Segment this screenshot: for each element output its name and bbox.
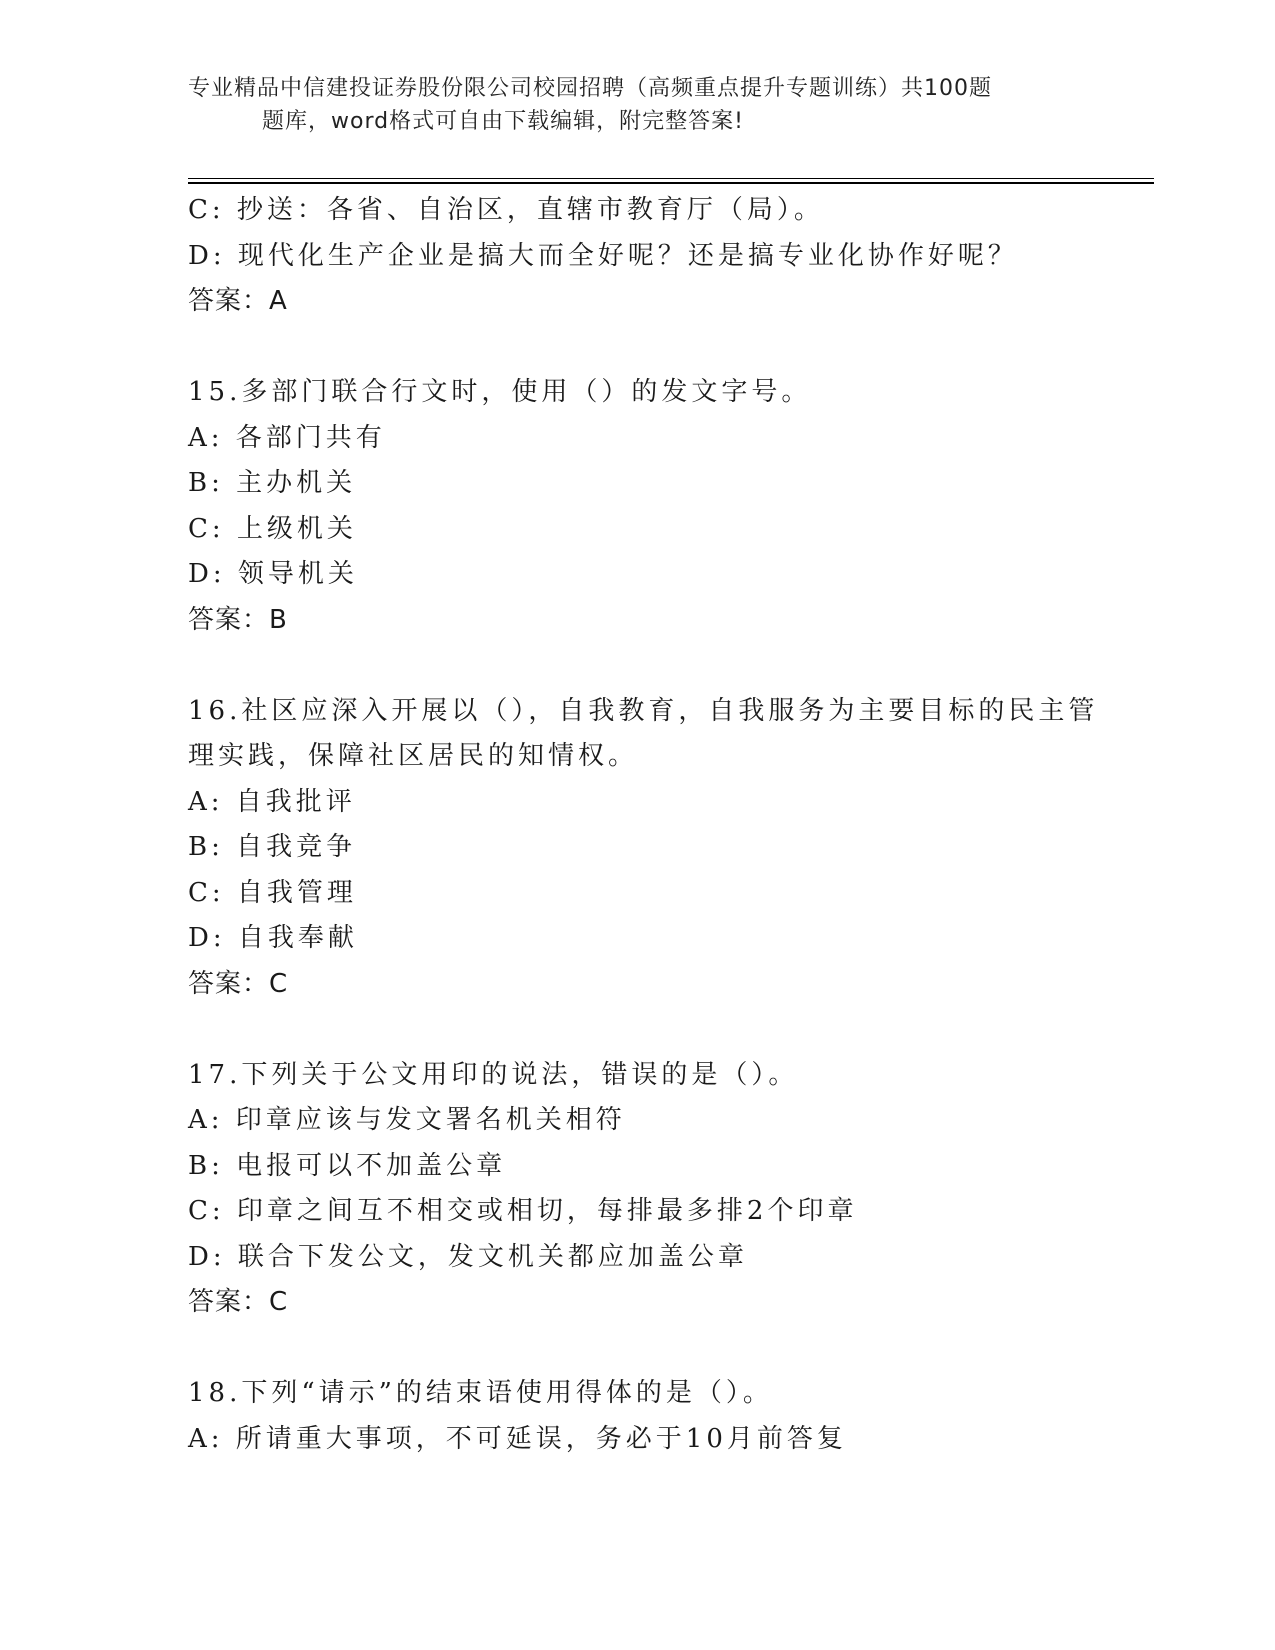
question-14-tail [188,188,1088,325]
header-divider-thick [188,182,1154,184]
option-b: B: 主办机关 [188,468,357,498]
question-text: 15.多部门联合行文时，使用（）的发文字号。 [188,377,812,407]
spacer [188,643,1088,689]
option-d: D: 自我奉献 [188,923,358,953]
question-15 [188,370,1088,643]
header-divider-thin [188,178,1154,179]
option-a: A: 印章应该与发文署名机关相符 [188,1105,626,1135]
spacer [188,1326,1088,1372]
document-body [188,188,1099,1462]
answer-line: 答案：C [188,1287,289,1317]
header-title-line2: 题库，word格式可自由下载编辑，附完整答案! [262,109,744,134]
option-c: C: 印章之间互不相交或相切，每排最多排2个印章 [188,1196,858,1226]
option-d: D: 现代化生产企业是搞大而全好呢？还是搞专业化协作好呢？ [188,240,1018,271]
option-d: D: 联合下发公文，发文机关都应加盖公章 [188,1241,748,1272]
option-b: B: 自我竞争 [188,832,357,862]
question-text: 18.下列“请示”的结束语使用得体的是（）。 [188,1378,773,1408]
header-title-line1: 专业精品中信建投证券股份限公司校园招聘（高频重点提升专题训练）共100题 [188,76,992,101]
option-b: B: 电报可以不加盖公章 [188,1150,507,1181]
document-header [188,72,1068,138]
option-a: A: 各部门共有 [188,422,386,453]
option-c: C: 抄送：各省、自治区，直辖市教育厅（局）。 [188,195,824,225]
option-c: C: 上级机关 [188,513,357,544]
answer-line: 答案：A [188,286,288,316]
answer-line: 答案：C [188,968,289,999]
spacer [188,1007,1088,1053]
answer-line: 答案：B [188,604,288,635]
question-17 [188,1053,1088,1326]
option-c: C: 自我管理 [188,877,357,908]
option-a: A: 自我批评 [188,786,356,817]
question-text-line1: 16.社区应深入开展以（），自我教育，自我服务为主要目标的民主管 [188,695,1099,726]
option-a: A: 所请重大事项，不可延误，务必于10月前答复 [188,1423,847,1454]
question-text: 17.下列关于公文用印的说法，错误的是（）。 [188,1059,799,1090]
question-16 [188,689,1099,1008]
option-d: D: 领导机关 [188,559,358,589]
question-text-line2: 理实践，保障社区居民的知情权。 [188,741,639,771]
question-18 [188,1371,1088,1462]
spacer [188,325,1088,371]
